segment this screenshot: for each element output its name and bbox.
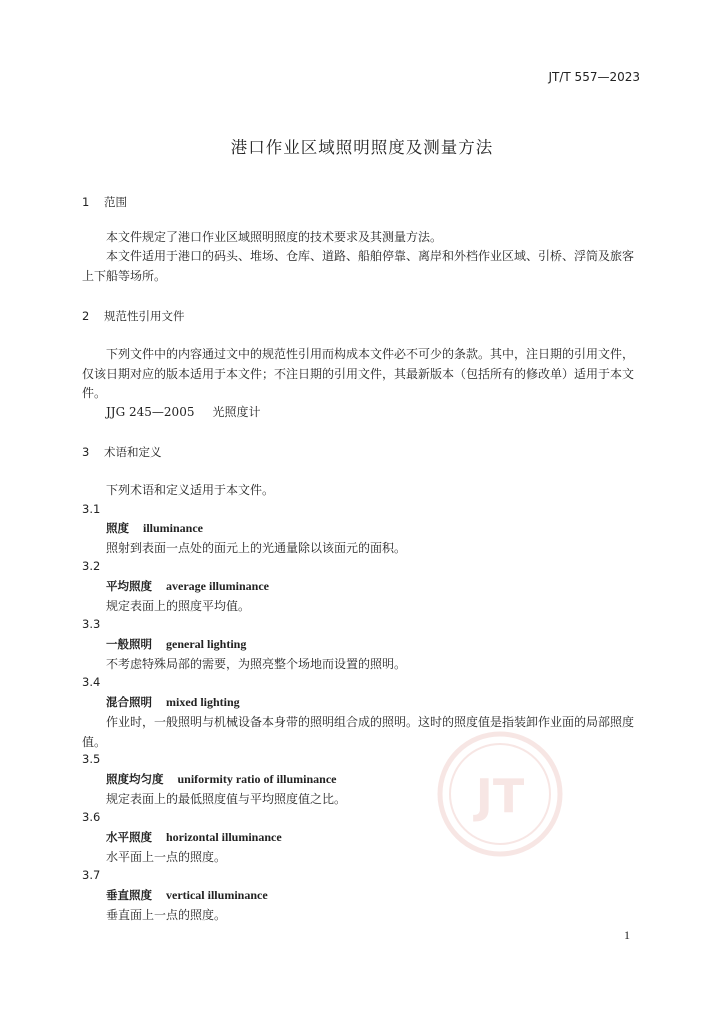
term-entry xyxy=(106,771,337,787)
term-entry xyxy=(106,520,203,536)
section-title: 规范性引用文件 xyxy=(104,309,185,323)
clause-number: 3.7 xyxy=(82,868,101,882)
section-number: 1 xyxy=(82,195,90,209)
term-zh: 平均照度 xyxy=(106,579,152,593)
term-zh: 照度均匀度 xyxy=(106,772,164,786)
term-zh: 混合照明 xyxy=(106,695,152,709)
normative-paragraph: 下列文件中的内容通过文中的规范性引用而构成本文件必不可少的条款。其中，注日期的引用文件，仅该日期对应的版本适用于本文件；不注日期的引用文件，其最新版本（包括所有的修改单）适用于本文件。 xyxy=(82,347,635,400)
watermark-text: JT xyxy=(475,769,525,823)
term-definition: 作业时，一般照明与机械设备本身带的照明组合成的照明。这时的照度值是指装卸作业面的局部照度值。 xyxy=(82,715,635,749)
term-definition: 照射到表面一点处的面元上的光通量除以该面元的面积。 xyxy=(106,541,407,555)
term-entry xyxy=(106,694,240,710)
clause-number: 3.5 xyxy=(82,752,101,766)
jt-watermark-stamp xyxy=(434,728,566,860)
term-zh: 垂直照度 xyxy=(106,888,152,902)
term-definition: 规定表面上的照度平均值。 xyxy=(106,599,251,613)
term-definition: 垂直面上一点的照度。 xyxy=(106,908,227,922)
term-entry xyxy=(106,636,246,652)
term-en: mixed lighting xyxy=(166,695,240,709)
term-entry xyxy=(106,887,268,903)
section-number: 3 xyxy=(82,445,90,459)
scope-paragraph-2: 本文件适用于港口的码头、堆场、仓库、道路、船舶停靠、离岸和外档作业区域、引桥、浮筒及旅客上下船等场所。 xyxy=(82,249,635,283)
term-zh: 照度 xyxy=(106,521,129,535)
document-title: 港口作业区域照明照度及测量方法 xyxy=(230,138,494,157)
reference-code: JJG 245—2005 xyxy=(106,405,195,419)
term-zh: 水平照度 xyxy=(106,830,152,844)
term-zh: 一般照明 xyxy=(106,637,152,651)
term-definition: 水平面上一点的照度。 xyxy=(106,850,227,864)
reference-item xyxy=(106,403,260,420)
term-en: general lighting xyxy=(166,637,247,651)
section-title: 术语和定义 xyxy=(104,445,162,459)
section-3-heading xyxy=(82,444,162,460)
clause-number: 3.6 xyxy=(82,810,101,824)
clause-number: 3.3 xyxy=(82,617,101,631)
term-en: vertical illuminance xyxy=(166,888,268,902)
term-en: illuminance xyxy=(143,521,204,535)
section-number: 2 xyxy=(82,309,90,323)
terms-intro: 下列术语和定义适用于本文件。 xyxy=(106,483,275,497)
section-2-heading xyxy=(82,308,185,324)
standard-code: JT/T 557—2023 xyxy=(548,70,640,84)
term-en: horizontal illuminance xyxy=(166,830,282,844)
term-en: uniformity ratio of illuminance xyxy=(177,772,337,786)
section-1-heading xyxy=(82,194,127,210)
term-en: average illuminance xyxy=(166,579,269,593)
term-entry xyxy=(106,829,282,845)
page-number: 1 xyxy=(624,928,630,942)
clause-number: 3.1 xyxy=(82,502,101,516)
section-title: 范围 xyxy=(104,195,127,209)
reference-title: 光照度计 xyxy=(212,405,261,419)
clause-number: 3.2 xyxy=(82,559,101,573)
clause-number: 3.4 xyxy=(82,675,101,689)
term-definition: 规定表面上的最低照度值与平均照度值之比。 xyxy=(106,792,347,806)
scope-paragraph-1: 本文件规定了港口作业区域照明照度的技术要求及其测量方法。 xyxy=(106,230,443,244)
term-entry xyxy=(106,578,269,594)
term-definition: 不考虑特殊局部的需要，为照亮整个场地而设置的照明。 xyxy=(106,657,407,671)
